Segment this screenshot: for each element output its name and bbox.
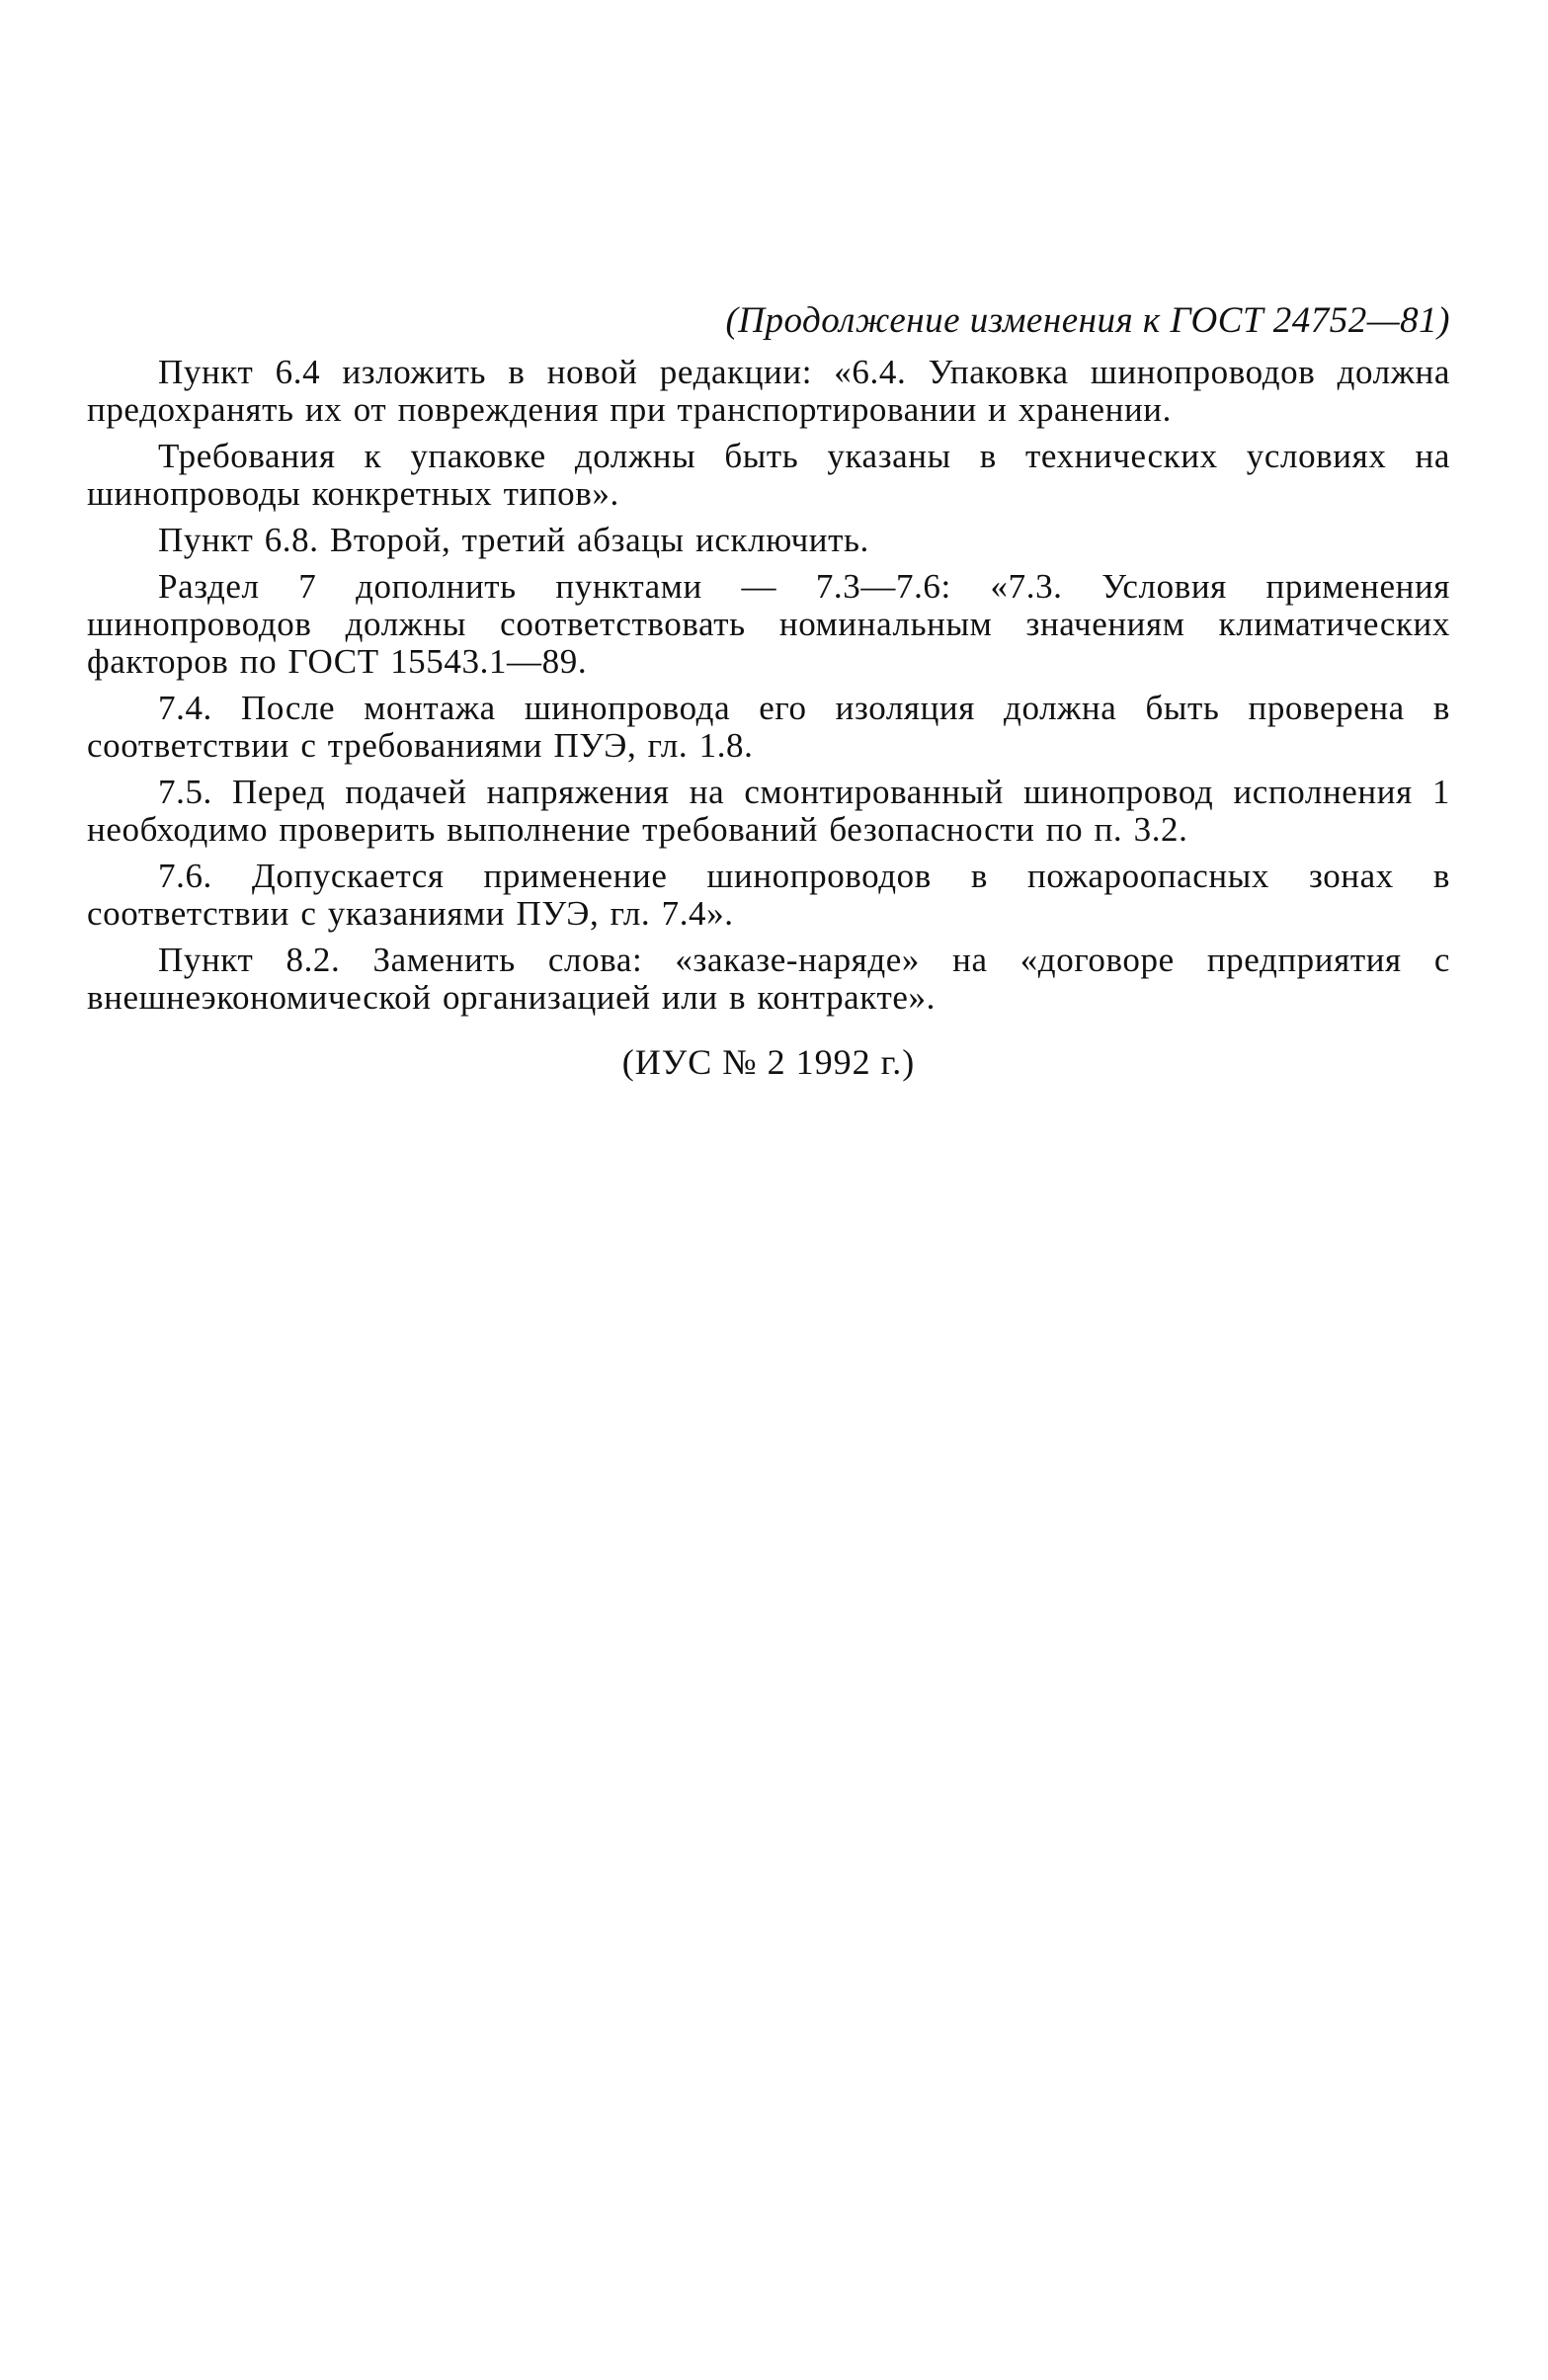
paragraph-7-5: 7.5. Перед подачей напряжения на смонтированный шинопровод исполнения 1 необходимо проверить выполнение требований безопасности по п. 3.2. (87, 773, 1450, 849)
source-citation: (ИУС № 2 1992 г.) (621, 1042, 916, 1082)
paragraph-7-6: 7.6. Допускается применение шинопроводов в пожароопасных зонах в соответствии с указаниями ПУЭ, гл. 7.4». (87, 857, 1450, 933)
paragraph-8-2: Пункт 8.2. Заменить слова: «заказе-наряде» на «договоре предприятия с внешнеэкономической организацией или в контракте». (87, 941, 1450, 1017)
paragraph-6-8: Пункт 6.8. Второй, третий абзацы исключить. (158, 521, 869, 559)
paragraph-7-3: Раздел 7 дополнить пунктами — 7.3—7.6: «7.3. Условия применения шинопроводов должны соответствовать номинальным значениям климатических факторов по ГОСТ 15543.1—89. (87, 567, 1450, 681)
paragraph-6-4: Пункт 6.4 изложить в новой редакции: «6.4. Упаковка шинопроводов должна предохранять их от повреждения при транспортировании и хранении. (87, 353, 1450, 429)
document-page (87, 296, 1450, 1084)
paragraph-packaging-requirements: Требования к упаковке должны быть указаны в технических условиях на шинопроводы конкретных типов». (87, 437, 1450, 513)
continuation-header: (Продолжение изменения к ГОСТ 24752—81) (725, 300, 1450, 341)
paragraph-7-4: 7.4. После монтажа шинопровода его изоляция должна быть проверена в соответствии с требованиями ПУЭ, гл. 1.8. (87, 689, 1450, 765)
